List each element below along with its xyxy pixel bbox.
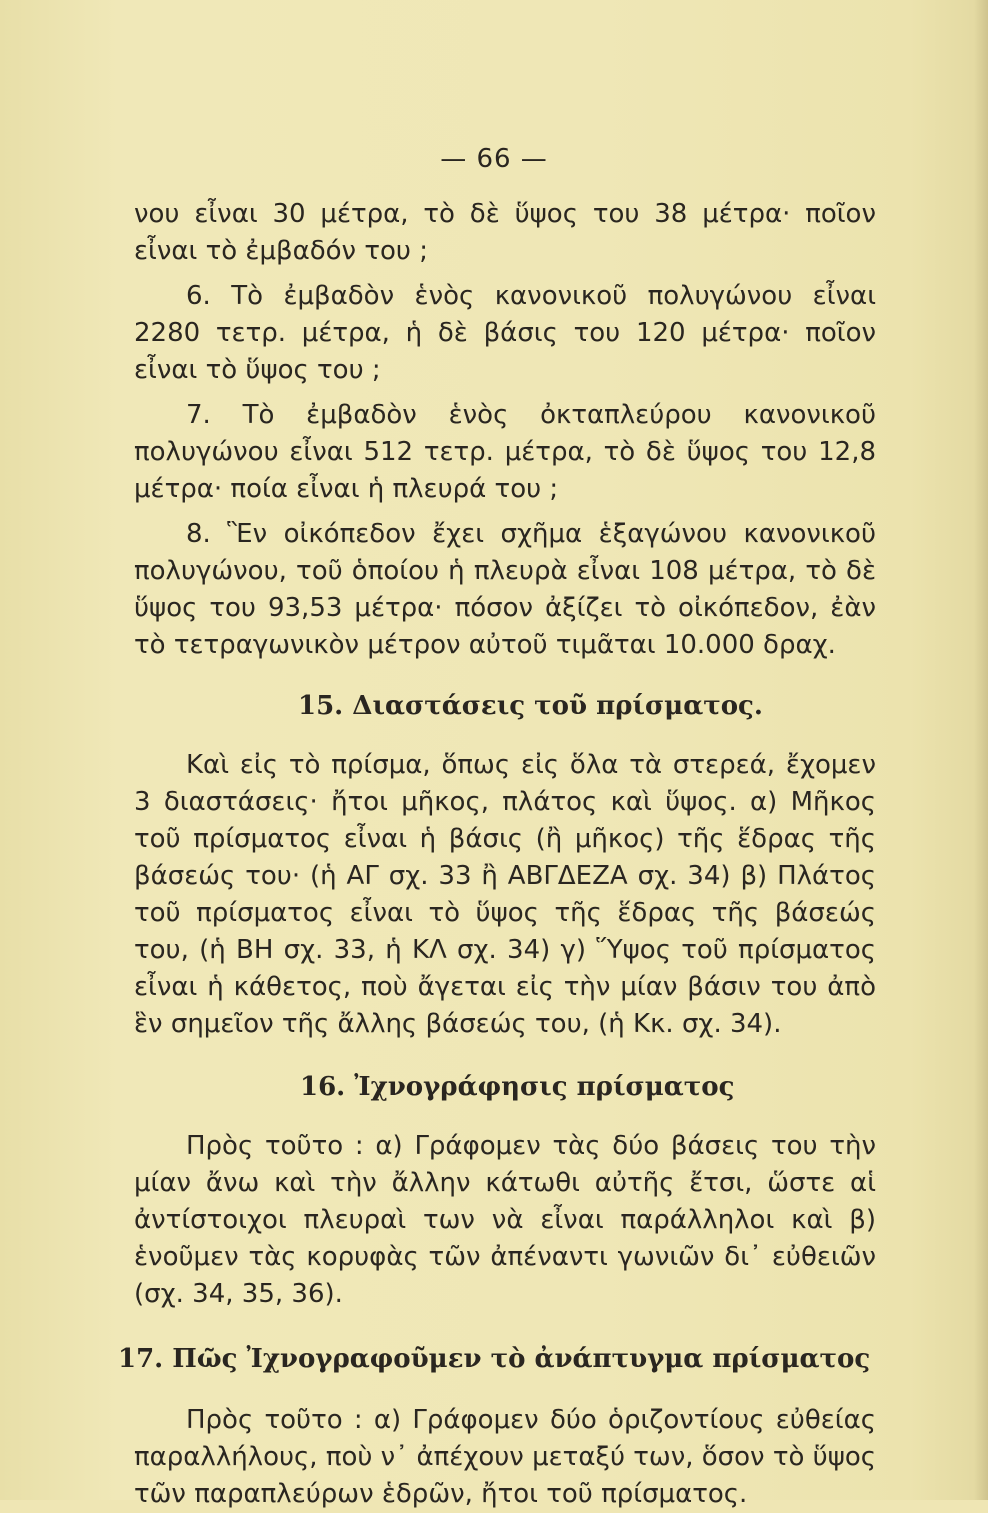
- exercise-continuation: νου εἶναι 30 μέτρα, τὸ δὲ ὕψος του 38 μέτρα· ποῖον εἶναι τὸ ἐμβαδόν του ;: [134, 199, 876, 266]
- exercise-7: 7. Τὸ ἐμβαδὸν ἑνὸς ὀκταπλεύρου κανονικοῦ πολυγώνου εἶναι 512 τετρ. μέτρα, τὸ δὲ ὕψος του 12,8 μέτρα· ποία εἶναι ἡ πλευρά του ;: [134, 400, 876, 504]
- section-heading-17: 17. Πῶς Ἰχνογραφοῦμεν τὸ ἀνάπτυγμα πρίσματος: [118, 1344, 871, 1374]
- exercise-8: 8. Ἓν οἰκόπεδον ἔχει σχῆμα ἑξαγώνου κανονικοῦ πολυγώνου, τοῦ ὁποίου ἡ πλευρὰ εἶναι 108 μέτρα, τὸ δὲ ὕψος του 93,53 μέτρα· πόσον ἀξίζει τὸ οἰκόπεδον, ἐὰν τὸ τετραγωνικὸν μέτρον αὐτοῦ τιμᾶται 10.000 δραχ.: [134, 519, 876, 660]
- section-heading-15: 15. Διαστάσεις τοῦ πρίσματος.: [298, 691, 763, 721]
- exercise-6: 6. Τὸ ἐμβαδὸν ἑνὸς κανονικοῦ πολυγώνου εἶναι 2280 τετρ. μέτρα, ἡ δὲ βάσις του 120 μέτρα· ποῖον εἶναι τὸ ὕψος του ;: [134, 281, 876, 385]
- section-body-15: Καὶ εἰς τὸ πρίσμα, ὅπως εἰς ὅλα τὰ στερεά, ἔχομεν 3 διαστάσεις· ἤτοι μῆκος, πλάτος καὶ ὕψος. α) Μῆκος τοῦ πρίσματος εἶναι ἡ βάσις (ἢ μῆκος) τῆς ἕδρας τῆς βάσεώς του· (ἡ ΑΓ σχ. 33 ἢ ΑΒΓΔΕΖΑ σχ. 34) β) Πλάτος τοῦ πρίσματος εἶναι τὸ ὕψος τῆς ἕδρας τῆς βάσεώς του, (ἡ ΒΗ σχ. 33, ἡ ΚΛ σχ. 34) γ) Ὕψος τοῦ πρίσματος εἶναι ἡ κάθετος, ποὺ ἄγεται εἰς τὴν μίαν βάσιν του ἀπὸ ἓν σημεῖον τῆς ἄλλης βάσεώς του, (ἡ Κκ. σχ. 34).: [134, 750, 876, 1039]
- page-content: [118, 196, 877, 1513]
- page-number: — 66 —: [440, 144, 548, 174]
- section-body-16: Πρὸς τοῦτο : α) Γράφομεν τὰς δύο βάσεις του τὴν μίαν ἄνω καὶ τὴν ἄλλην κάτωθι αὐτῆς ἔτσι, ὥστε αἱ ἀντίστοιχοι πλευραὶ των νὰ εἶναι παράλληλοι καὶ β) ἑνοῦμεν τὰς κορυφὰς τῶν ἀπέναντι γωνιῶν δι᾽ εὐθειῶν (σχ. 34, 35, 36).: [134, 1131, 876, 1309]
- section-heading-16: 16. Ἰχνογράφησις πρίσματος: [300, 1072, 735, 1102]
- page-edge-shadow: [974, 0, 988, 1500]
- section-body-17: Πρὸς τοῦτο : α) Γράφομεν δύο ὁριζοντίους εὐθείας παραλλήλους, ποὺ ν᾽ ἀπέχουν μεταξύ των, ὅσον τὸ ὕψος τῶν παραπλεύρων ἑδρῶν, ἤτοι τοῦ πρίσματος.: [134, 1405, 877, 1509]
